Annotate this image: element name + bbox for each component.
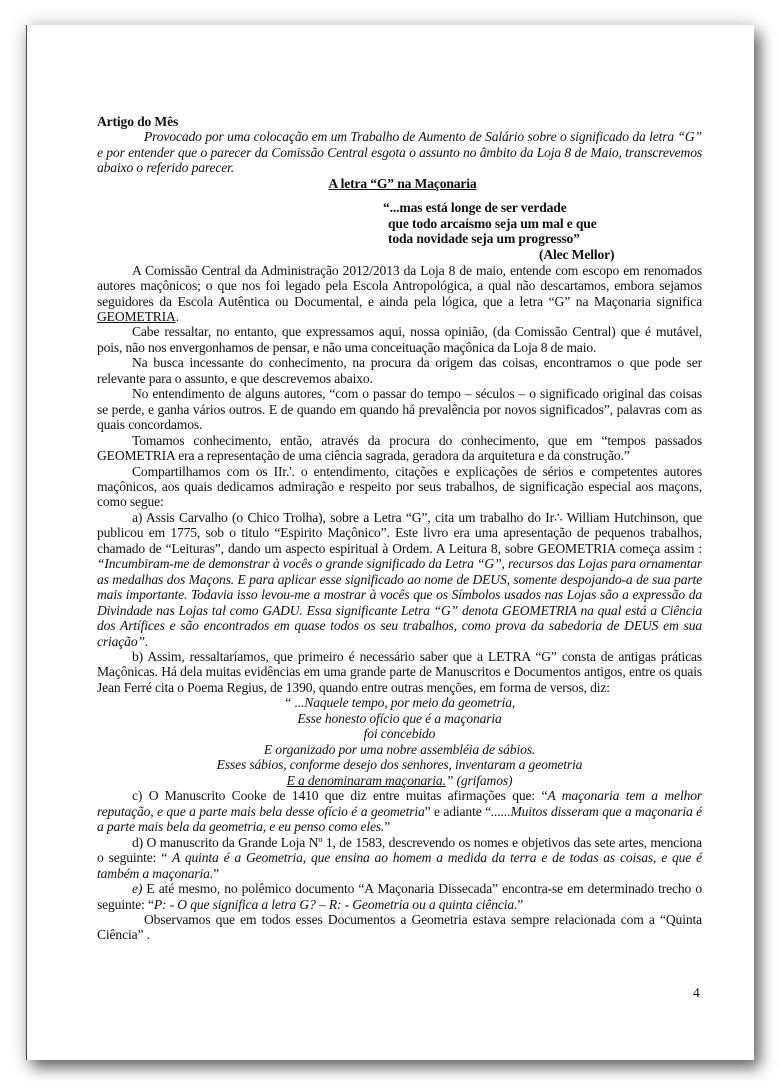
poem-tail: ” (grifamos) (445, 772, 513, 788)
item-e (97, 881, 702, 912)
paragraph-3: Na busca incessante do conhecimento, na procura da origem das coisas, encontramos o que pode ser relevante para o assunto, e que descrevemos abaixo. (97, 355, 702, 386)
poem-line: “ ...Naquele tempo, por meio da geometria, (283, 695, 516, 711)
item-b: b) Assim, ressaltaríamos, que primeiro é necessário saber que a LETRA “G” consta de antigas práticas Maçônicas. Há dela muitas evidências em uma grande parte de Manuscritos e Documentos antigos, entre os quais Jean Ferré cita o Poema Regius, de 1390, quando entre outras menções, em forma de versos, diz: (97, 648, 702, 695)
item-c-quote: A maçonaria tem a melhor reputação, e que a parte mais bela desse ofício é a geometria (97, 788, 702, 819)
epigraph-author: (Alec Mellor) (539, 247, 615, 263)
poem-regius (97, 695, 702, 788)
geometria-underlined: GEOMETRIA (97, 309, 176, 324)
item-a-quote: “Incumbiram-me de demonstrar à vocês o grande significado da Letra “G”, recursos das Lojas para ornamentar as medalhas dos Maçons. E para aplicar esse significado ao nome de DEUS, somente despojando-a de sua parte mais importante. Todavia isso levou-me a mostrar à vocês que os Símbolos usados nas Lojas são a expressão da Divindade nas Lojas tal como GADU. Essa significante Letra “G” denota GEOMETRIA na qual está a Ciência dos Artífices e são encontrados em quase todos os seu trabalhos, como prova da sabedoria de DEUS em sua criação” (97, 556, 702, 649)
item-d-text: d) O manuscrito da Grande Loja Nº 1, de 1583, descrevendo os nomes e objetivos das sete artes, menciona o seguinte: “ (97, 834, 702, 866)
item-d-quote: A quinta é a Geometria, que ensina ao homem a medida da terra e de todas as coisas, e que é também a maçonaria. (97, 850, 702, 881)
epigraph (383, 200, 702, 262)
item-e-text: E até mesmo, no polêmico documento “A Maçonaria Dissecada” encontra-se em determinado trecho o seguinte: “ (97, 881, 702, 912)
article-heading: A letra “G” na Maçonaria (328, 175, 477, 191)
item-d (97, 835, 702, 881)
poem-line: Esse honesto ofício que é a maçonaria (297, 710, 502, 726)
epigraph-line: toda novidade seja um progresso” (388, 231, 580, 247)
document-page (26, 25, 754, 1060)
paragraph-6: Compartilhamos com os IIr.'. o entendimento, citações e explicações de sérios e competentes autores maçônicos, aos quais dedicamos admiração e respeito por seus trabalhos, de significação especial aos maçons, como segue: (97, 463, 702, 510)
item-a-text: a) Assis Carvalho (o Chico Trolha), sobre a Letra “G”, cita um trabalho do Ir∴ William Hutchinson, que publicou em 1775, sob o titulo “Espirito Maçônico”. Este livro era uma apresentação de pequenos trabalhos, chamado de “Leituras”, dando um aspecto espiritual à Ordem. A Leitura 8, sobre GEOMETRIA começa assim : (97, 509, 702, 556)
item-e-end: ” (517, 896, 524, 912)
paragraph-1 (97, 263, 702, 325)
item-c (97, 788, 702, 834)
page-number: 4 (693, 985, 700, 1000)
page-content (97, 114, 702, 943)
item-a-end: . (144, 633, 149, 649)
epigraph-line: “...mas está longe de ser verdade (383, 200, 567, 216)
item-c-text: c) O Manuscrito Cooke de 1410 que diz entre muitas afirmações que: “ (132, 788, 548, 804)
item-a (97, 510, 702, 649)
paragraph-5: Tomamos conhecimento, então, através da procura do conhecimento, que em “tempos passados GEOMETRIA era a representação de uma ciência sagrada, geradora da arquitetura e da construção.” (97, 432, 702, 464)
paragraph-4: No entendimento de alguns autores, “com o passar do tempo – séculos – o significado original das coisas se perde, e ganha vários outros. E de quando em quando há prevalência por novos significados”, palavras com as quais concordamos. (97, 386, 702, 433)
item-e-quote: P: - O que significa a letra G? – R: - Geometria ou a quinta ciência. (153, 896, 518, 912)
poem-line: E organizado por uma nobre assembléia de sábios. (263, 741, 536, 757)
poem-line: foi concebido (363, 726, 436, 742)
paragraph-text: A Comissão Central da Administração 2012/2013 da Loja 8 de maio, entende com escopo em renomados autores maçônicos; o que nos foi legado pela Escola Antropológica, a qual não descartamos, embora sejamos seguidores da Escola Autêntica ou Documental, e ainda pela lógica, que a letra “G” na Maçonaria significa (97, 262, 702, 309)
item-c-quote: ......Muitos disseram que a maçonaria é a parte mais bela da geometria, e eu penso como eles. (97, 803, 702, 835)
closing-paragraph: Observamos que em todos esses Documentos a Geometria estava sempre relacionada com a “Quinta Ciência” . (97, 911, 702, 943)
item-d-end: ” (213, 865, 219, 881)
poem-line-last (97, 773, 702, 789)
item-e-label: e) (132, 881, 143, 897)
poem-underlined: E a denominaram maçonaria. (286, 772, 446, 788)
item-c-end: ” (384, 819, 391, 835)
item-c-mid: ” e adiante “ (424, 803, 491, 819)
poem-line: Esses sábios, conforme desejo dos senhores, inventaram a geometria (216, 757, 583, 773)
intro-paragraph: Provocado por uma colocação em um Trabalho de Aumento de Salário sobre o significado da letra “G” e por entender que o parecer da Comissão Central esgota o assunto no âmbito da Loja 8 de Maio, transcrevemos abaixo o referido parecer. (97, 129, 702, 176)
paragraph-2: Cabe ressaltar, no entanto, que expressamos aqui, nossa opinião, (da Comissão Central) que é mutável, pois, não nos envergonhamos de pensar, e não uma conceituação maçônica da Loja 8 de maio. (97, 324, 702, 355)
section-title: Artigo do Mês (97, 114, 179, 129)
epigraph-line: que todo arcaísmo seja um mal e que (388, 215, 597, 231)
paragraph-end: . (175, 309, 179, 324)
